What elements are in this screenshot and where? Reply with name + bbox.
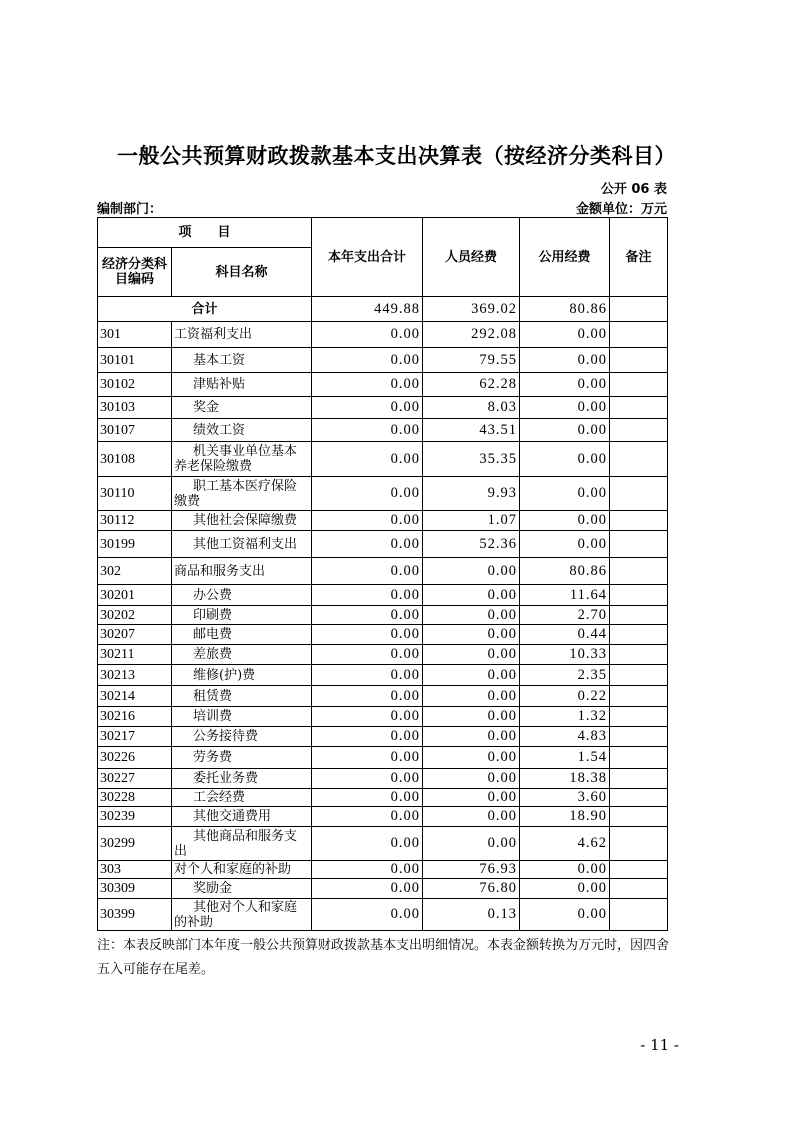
- row-code: 30199: [98, 531, 172, 558]
- row-public: 0.00: [520, 322, 610, 348]
- row-personnel: 35.35: [423, 442, 520, 477]
- row-personnel: 0.00: [423, 789, 520, 807]
- row-remark: [610, 827, 668, 861]
- row-remark: [610, 807, 668, 827]
- row-code: 30108: [98, 442, 172, 477]
- table-row: [98, 807, 668, 827]
- row-personnel: 1.07: [423, 511, 520, 531]
- row-name: 培训费: [172, 707, 312, 727]
- row-total: 0.00: [312, 769, 423, 789]
- table-row: [98, 789, 668, 807]
- row-total: 0.00: [312, 442, 423, 477]
- row-public: 0.00: [520, 373, 610, 397]
- row-public: 0.00: [520, 531, 610, 558]
- footnote: 注：本表反映部门本年度一般公共预算财政拨款基本支出明细情况。本表金额转换为万元时，因四舍五入可能存在尾差。: [97, 938, 670, 977]
- row-remark: [610, 727, 668, 747]
- row-total: 0.00: [312, 477, 423, 511]
- row-personnel: 76.80: [423, 879, 520, 899]
- row-code: 303: [98, 861, 172, 879]
- row-code: 30299: [98, 827, 172, 861]
- row-code: 30213: [98, 665, 172, 686]
- total-amount: 449.88: [312, 297, 423, 322]
- row-remark: [610, 585, 668, 606]
- row-total: 0.00: [312, 861, 423, 879]
- row-code: 30202: [98, 606, 172, 625]
- row-public: 0.22: [520, 686, 610, 707]
- table-row: [98, 477, 668, 511]
- row-public: 3.60: [520, 789, 610, 807]
- row-public: 0.44: [520, 625, 610, 645]
- row-code: 30110: [98, 477, 172, 511]
- department-label: 编制部门：: [97, 202, 163, 217]
- row-total: 0.00: [312, 645, 423, 665]
- row-public: 11.64: [520, 585, 610, 606]
- table-row: [98, 373, 668, 397]
- row-code: 30207: [98, 625, 172, 645]
- row-name: 津贴补贴: [172, 373, 312, 397]
- row-remark: [610, 511, 668, 531]
- row-name: 商品和服务支出: [172, 558, 312, 585]
- row-name: 公务接待费: [172, 727, 312, 747]
- row-total: 0.00: [312, 686, 423, 707]
- row-remark: [610, 531, 668, 558]
- total-remark: [610, 297, 668, 322]
- row-code: 30228: [98, 789, 172, 807]
- row-code: 30399: [98, 899, 172, 931]
- row-total: 0.00: [312, 397, 423, 419]
- row-name: 其他对个人和家庭的补助: [172, 899, 312, 931]
- table-row: [98, 625, 668, 645]
- table-row: [98, 558, 668, 585]
- row-code: 30102: [98, 373, 172, 397]
- table-row: [98, 511, 668, 531]
- row-remark: [610, 899, 668, 931]
- row-name: 租赁费: [172, 686, 312, 707]
- header-item: 项 目: [98, 218, 312, 248]
- row-personnel: 0.00: [423, 827, 520, 861]
- page-number: - 11 -: [640, 1036, 679, 1054]
- row-total: 0.00: [312, 348, 423, 373]
- table-row: [98, 348, 668, 373]
- total-personnel: 369.02: [423, 297, 520, 322]
- row-remark: [610, 625, 668, 645]
- row-remark: [610, 769, 668, 789]
- row-public: 0.00: [520, 419, 610, 442]
- row-total: 0.00: [312, 585, 423, 606]
- row-name: 其他社会保障缴费: [172, 511, 312, 531]
- table-row: [98, 645, 668, 665]
- row-remark: [610, 789, 668, 807]
- header-public: 公用经费: [520, 218, 610, 297]
- header-remark: 备注: [610, 218, 668, 297]
- table-number: 公开 06 表: [600, 182, 667, 197]
- row-public: 0.00: [520, 879, 610, 899]
- row-name: 其他商品和服务支出: [172, 827, 312, 861]
- row-total: 0.00: [312, 322, 423, 348]
- row-code: 30226: [98, 747, 172, 769]
- row-personnel: 9.93: [423, 477, 520, 511]
- table-row: [98, 861, 668, 879]
- row-name: 奖金: [172, 397, 312, 419]
- row-total: 0.00: [312, 606, 423, 625]
- row-total: 0.00: [312, 665, 423, 686]
- row-name: 其他交通费用: [172, 807, 312, 827]
- table-row: [98, 727, 668, 747]
- row-personnel: 0.00: [423, 585, 520, 606]
- row-personnel: 0.00: [423, 686, 520, 707]
- header-code: 经济分类科目编码: [98, 248, 172, 297]
- row-name: 奖励金: [172, 879, 312, 899]
- table-row: [98, 769, 668, 789]
- row-remark: [610, 419, 668, 442]
- row-public: 18.38: [520, 769, 610, 789]
- row-name: 维修(护)费: [172, 665, 312, 686]
- row-code: 30201: [98, 585, 172, 606]
- row-remark: [610, 707, 668, 727]
- row-remark: [610, 477, 668, 511]
- row-public: 4.83: [520, 727, 610, 747]
- page-title: 一般公共预算财政拨款基本支出决算表（按经济分类科目）: [117, 144, 676, 168]
- row-total: 0.00: [312, 373, 423, 397]
- row-name: 工资福利支出: [172, 322, 312, 348]
- row-public: 0.00: [520, 348, 610, 373]
- row-total: 0.00: [312, 531, 423, 558]
- header-total: 本年支出合计: [312, 218, 423, 297]
- row-public: 2.35: [520, 665, 610, 686]
- row-code: 302: [98, 558, 172, 585]
- row-total: 0.00: [312, 625, 423, 645]
- table-row: [98, 397, 668, 419]
- row-code: 30309: [98, 879, 172, 899]
- row-code: 30103: [98, 397, 172, 419]
- row-remark: [610, 747, 668, 769]
- table-row: [98, 442, 668, 477]
- row-name: 其他工资福利支出: [172, 531, 312, 558]
- unit-label: 金额单位：万元: [575, 202, 667, 217]
- row-remark: [610, 665, 668, 686]
- row-code: 30216: [98, 707, 172, 727]
- expenditure-table: [97, 217, 668, 931]
- row-public: 0.00: [520, 442, 610, 477]
- row-public: 10.33: [520, 645, 610, 665]
- row-code: 30239: [98, 807, 172, 827]
- table-row: [98, 899, 668, 931]
- row-personnel: 0.00: [423, 606, 520, 625]
- row-personnel: 0.00: [423, 727, 520, 747]
- row-remark: [610, 861, 668, 879]
- table-row: [98, 686, 668, 707]
- row-personnel: 52.36: [423, 531, 520, 558]
- row-personnel: 0.00: [423, 807, 520, 827]
- row-remark: [610, 558, 668, 585]
- row-code: 30217: [98, 727, 172, 747]
- row-total: 0.00: [312, 879, 423, 899]
- row-code: 301: [98, 322, 172, 348]
- row-personnel: 79.55: [423, 348, 520, 373]
- table-row: [98, 747, 668, 769]
- row-public: 2.70: [520, 606, 610, 625]
- total-label: 合计: [98, 297, 312, 322]
- row-total: 0.00: [312, 419, 423, 442]
- row-personnel: 0.13: [423, 899, 520, 931]
- row-name: 劳务费: [172, 747, 312, 769]
- row-public: 0.00: [520, 899, 610, 931]
- row-personnel: 0.00: [423, 769, 520, 789]
- table-row: [98, 707, 668, 727]
- total-public: 80.86: [520, 297, 610, 322]
- row-total: 0.00: [312, 807, 423, 827]
- row-personnel: 0.00: [423, 707, 520, 727]
- row-public: 0.00: [520, 477, 610, 511]
- row-public: 1.54: [520, 747, 610, 769]
- row-remark: [610, 373, 668, 397]
- row-personnel: 43.51: [423, 419, 520, 442]
- row-public: 4.62: [520, 827, 610, 861]
- row-code: 30227: [98, 769, 172, 789]
- row-public: 18.90: [520, 807, 610, 827]
- table-row: [98, 585, 668, 606]
- table-row: [98, 606, 668, 625]
- row-public: 1.32: [520, 707, 610, 727]
- row-name: 办公费: [172, 585, 312, 606]
- table-row: [98, 827, 668, 861]
- table-row: [98, 419, 668, 442]
- row-name: 工会经费: [172, 789, 312, 807]
- row-personnel: 8.03: [423, 397, 520, 419]
- row-remark: [610, 879, 668, 899]
- row-name: 差旅费: [172, 645, 312, 665]
- row-personnel: 292.08: [423, 322, 520, 348]
- row-personnel: 0.00: [423, 747, 520, 769]
- row-total: 0.00: [312, 727, 423, 747]
- row-name: 邮电费: [172, 625, 312, 645]
- row-code: 30112: [98, 511, 172, 531]
- row-public: 0.00: [520, 511, 610, 531]
- row-name: 机关事业单位基本养老保险缴费: [172, 442, 312, 477]
- row-public: 0.00: [520, 861, 610, 879]
- row-total: 0.00: [312, 827, 423, 861]
- header-name: 科目名称: [172, 248, 312, 297]
- row-code: 30211: [98, 645, 172, 665]
- row-remark: [610, 686, 668, 707]
- row-code: 30214: [98, 686, 172, 707]
- row-remark: [610, 606, 668, 625]
- row-name: 对个人和家庭的补助: [172, 861, 312, 879]
- row-name: 职工基本医疗保险缴费: [172, 477, 312, 511]
- row-remark: [610, 442, 668, 477]
- table-row: [98, 322, 668, 348]
- row-name: 委托业务费: [172, 769, 312, 789]
- row-total: 0.00: [312, 558, 423, 585]
- row-personnel: 0.00: [423, 558, 520, 585]
- row-total: 0.00: [312, 747, 423, 769]
- table-row: [98, 531, 668, 558]
- row-total: 0.00: [312, 789, 423, 807]
- header-personnel: 人员经费: [423, 218, 520, 297]
- table-row: [98, 879, 668, 899]
- row-personnel: 76.93: [423, 861, 520, 879]
- row-remark: [610, 645, 668, 665]
- row-name: 基本工资: [172, 348, 312, 373]
- table-row: [98, 665, 668, 686]
- row-total: 0.00: [312, 899, 423, 931]
- row-remark: [610, 348, 668, 373]
- row-remark: [610, 322, 668, 348]
- row-code: 30107: [98, 419, 172, 442]
- total-row: [98, 297, 668, 322]
- row-total: 0.00: [312, 511, 423, 531]
- row-code: 30101: [98, 348, 172, 373]
- row-personnel: 62.28: [423, 373, 520, 397]
- row-public: 0.00: [520, 397, 610, 419]
- row-remark: [610, 397, 668, 419]
- row-name: 印刷费: [172, 606, 312, 625]
- row-public: 80.86: [520, 558, 610, 585]
- row-name: 绩效工资: [172, 419, 312, 442]
- row-personnel: 0.00: [423, 645, 520, 665]
- row-personnel: 0.00: [423, 665, 520, 686]
- row-total: 0.00: [312, 707, 423, 727]
- row-personnel: 0.00: [423, 625, 520, 645]
